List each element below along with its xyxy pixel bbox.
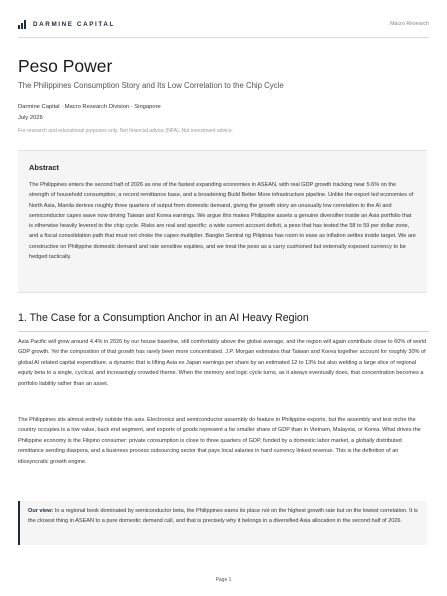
callout-body: In a regional book dominated by semiconductor beta, the Philippines earns its place not on the highest growth rate but on the lowest correlation. It is the closest thing in ASEAN to a pure domestic demand call, and that is precisely why it belongs in a diversified Asia allocation in the second half of 2026. bbox=[28, 508, 418, 525]
body-paragraph: Asia Pacific will grow around 4.4% in 2026 by our house baseline, still comfortably above the global average, and the region will again contribute close to 60% of world GDP growth. Yet the composition of that growth has rarely been more concentrated. J.P. Morgan estimates that Taiwan and Korea together account for roughly 30% of global AI related capital expenditure, a dynamic that is lifting Asia ex Japan earnings per share by an estimated 12 to 13% but also welding a large slice of regional equity beta to a single, cyclical, and increasingly crowded theme. When the memory and logic cycle turns, as it always eventually does, that concentration becomes a portfolio liability rather than an asset. bbox=[18, 339, 427, 387]
abstract-text: The Philippines enters the second half of 2026 as one of the fastest expanding economies in ASEAN, with real GDP growth tracking near 5.6% on the strength of household consumption, a record remittance base, and a broadening Build Better More infrastructure pipeline. Unlike the export led economies of North Asia, Manila derives roughly three quarters of output from domestic demand, giving the growth story an unusually low correlation to the AI and semiconductor capex wave now driving Taiwan and Korea earnings. We argue this makes Philippine assets a genuine diversifier inside an Asia portfolio that is otherwise heavily levered to the chip cycle. Risks are real and specific: a wide current account deficit, a peso that has tested the 58 to 59 per dollar zone, and a fiscal consolidation path that must not choke the capex multiplier. Bangko Sentral ng Pilipinas has room to ease as inflation settles inside target. We are constructive on Philippine domestic demand and rate sensitive equities, and we treat the peso as a carry cushioned but externally exposed currency to be hedged tactically. bbox=[29, 182, 416, 260]
disclaimer: For research and educational purposes only. Not financial advice (NFA). Not investment advice. bbox=[18, 128, 234, 134]
view-callout bbox=[18, 501, 427, 545]
document-date: July 2026 bbox=[18, 115, 43, 121]
brand-logo bbox=[18, 20, 115, 29]
body-paragraph: The Philippines sits almost entirely outside this axis. Electronics and semiconductor assembly do feature in Philippine exports, but the assembly and test niche the country occupies is a low value, back end segment, and exports of goods represent a far smaller share of GDP than in Vietnam, Malaysia, or Korea. What drives the Philippine economy is the Filipino consumer: private consumption is close to three quarters of GDP, funded by a domestic labor market, a globally distributed remittance sending diaspora, and a business process outsourcing sector that pays local salaries in hard currency linked revenue. This is the definition of an idiosyncratic growth engine. bbox=[18, 417, 421, 465]
brand-name: DARMINE CAPITAL bbox=[33, 21, 115, 28]
abstract-box bbox=[18, 150, 427, 293]
header-section-label: Macro Research bbox=[390, 21, 429, 27]
abstract-heading: Abstract bbox=[29, 163, 59, 172]
callout-text bbox=[28, 506, 419, 527]
bar-chart-logo-icon bbox=[18, 20, 28, 29]
page-number: Page 1 bbox=[215, 577, 232, 583]
document-title: Peso Power bbox=[18, 56, 113, 76]
header-divider bbox=[18, 37, 429, 38]
page-header bbox=[18, 20, 429, 34]
section-heading: 1. The Case for a Consumption Anchor in an AI Heavy Region bbox=[18, 312, 309, 324]
section-divider bbox=[18, 331, 429, 332]
document-subtitle: The Philippines Consumption Story and Its Low Correlation to the Chip Cycle bbox=[18, 81, 284, 90]
document-byline: Darmine Capital · Macro Research Division · Singapore bbox=[18, 104, 161, 110]
callout-label: Our view: bbox=[28, 508, 54, 514]
